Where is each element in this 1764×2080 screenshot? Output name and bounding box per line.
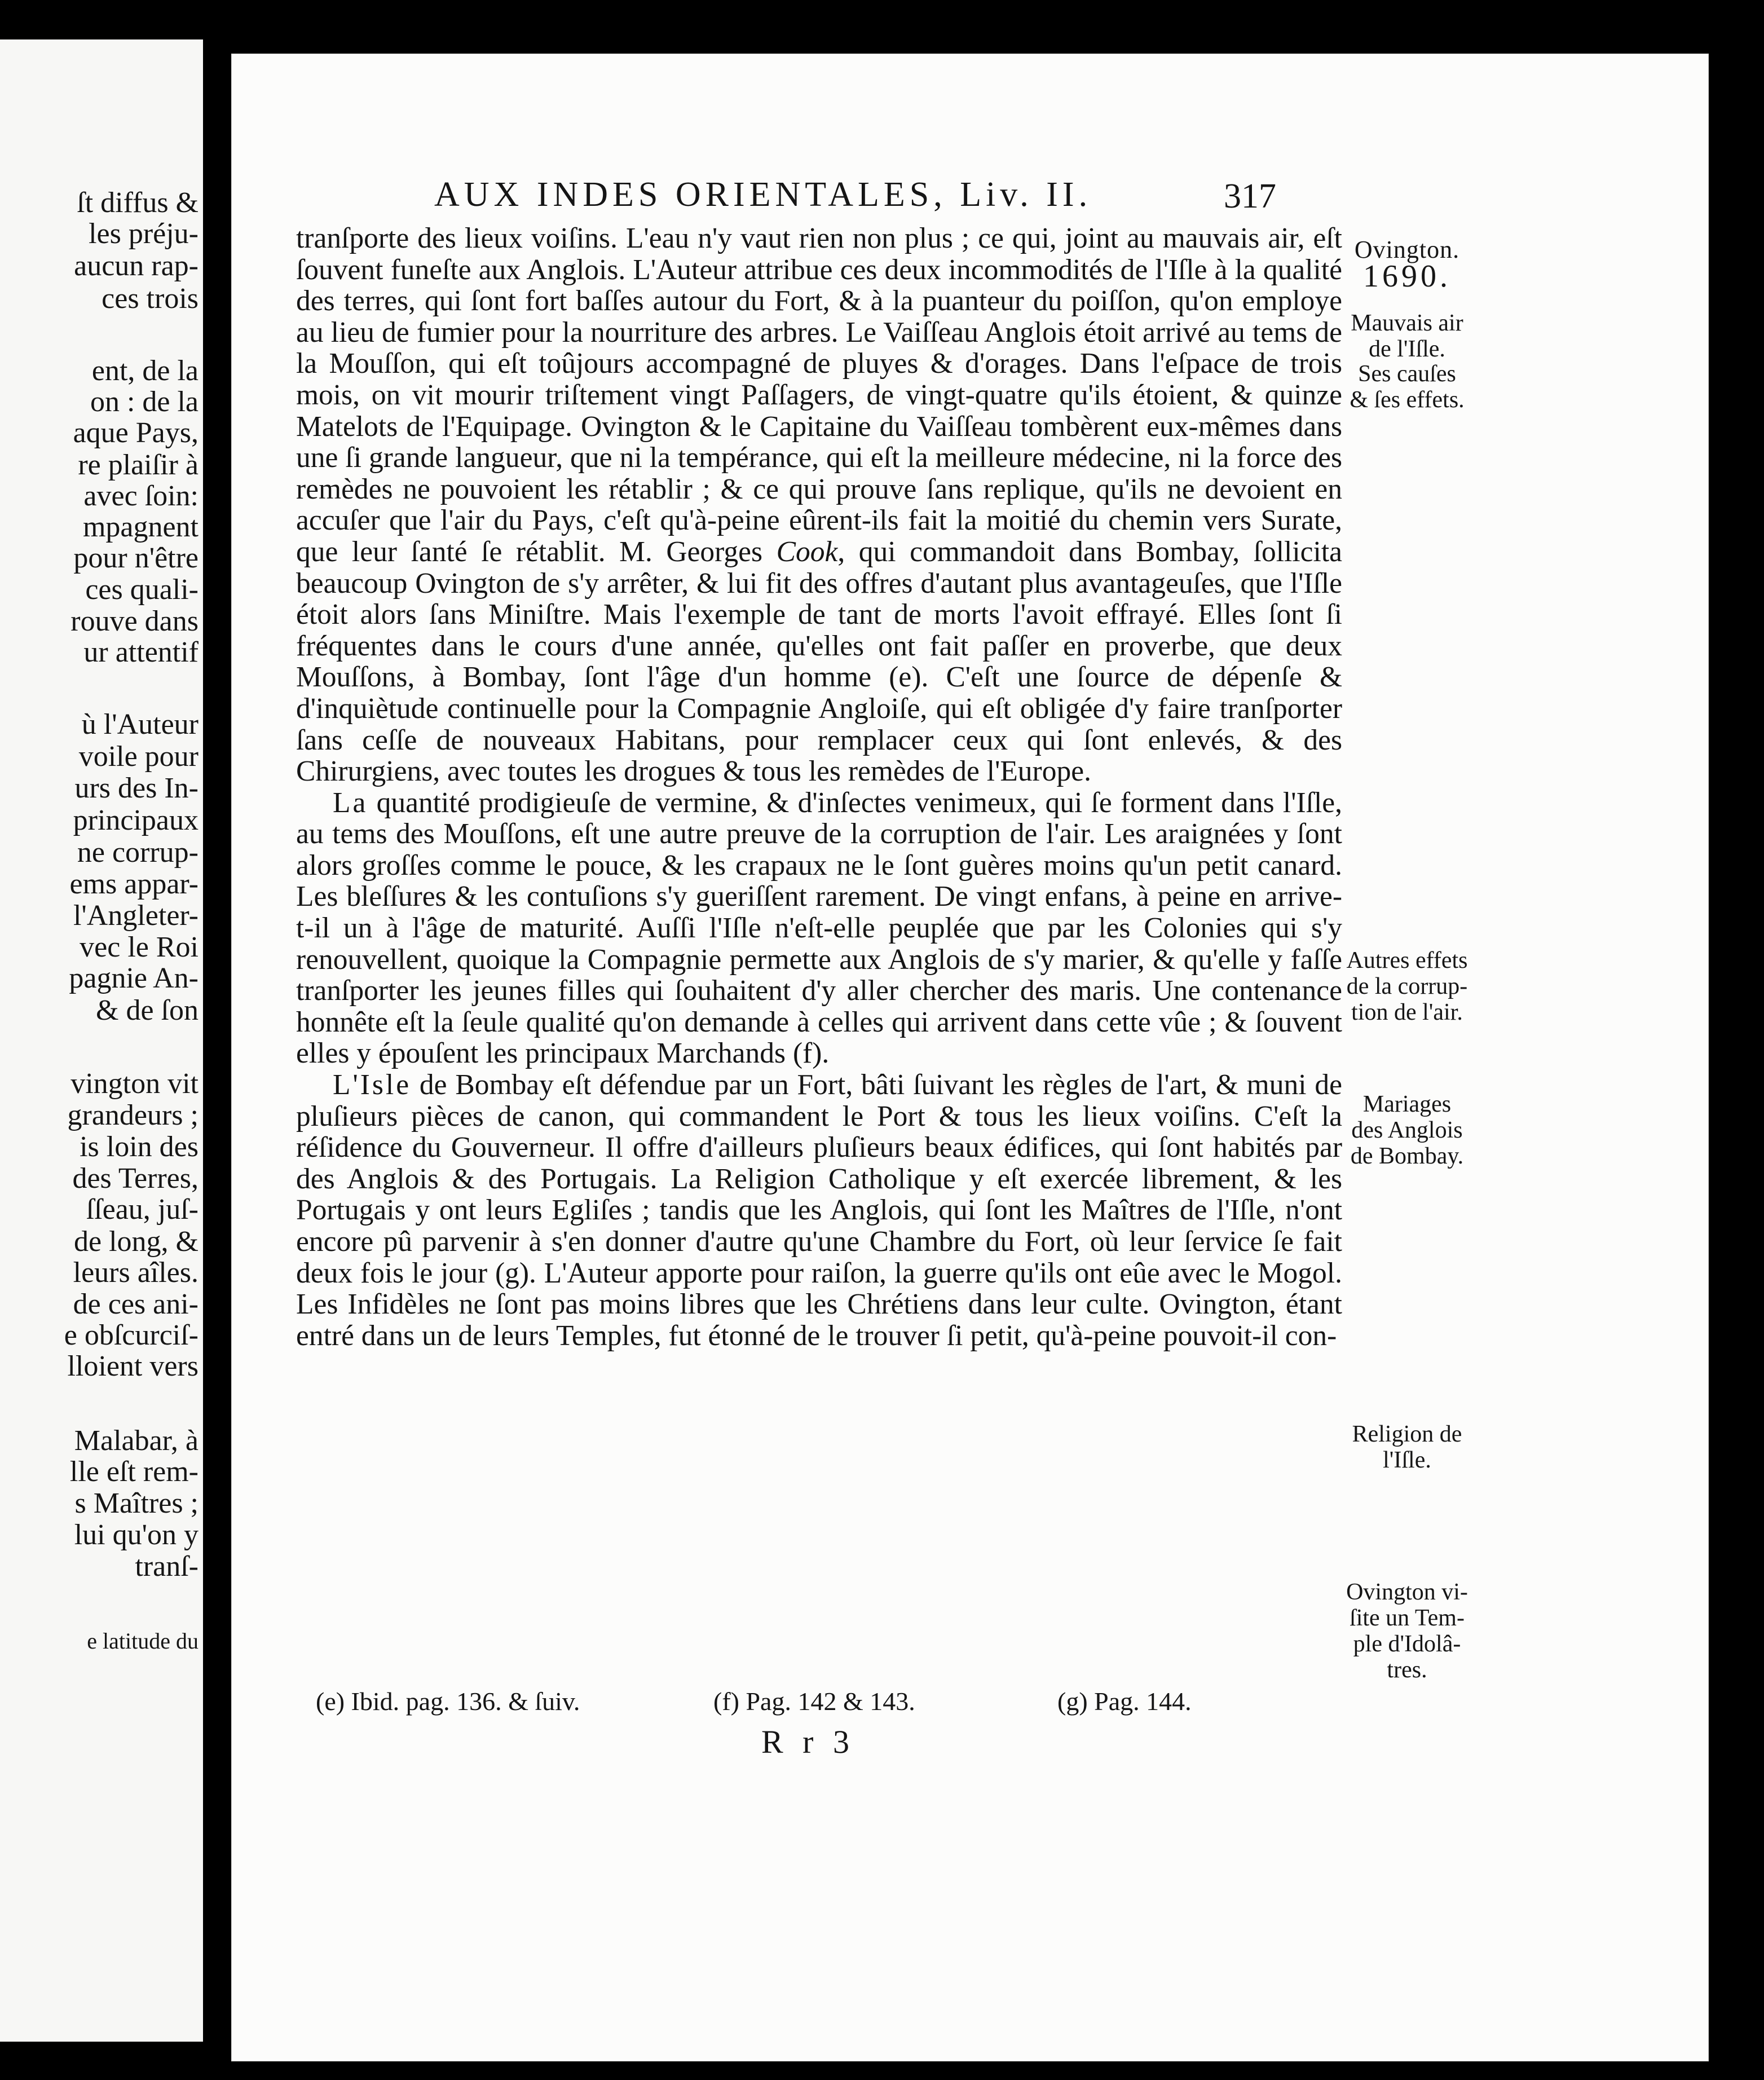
previous-page-line: vington vit bbox=[70, 1068, 199, 1100]
footnote-e: (e) Ibid. pag. 136. & ſuiv. bbox=[316, 1687, 580, 1716]
paragraph-1 bbox=[296, 223, 1342, 787]
note-line: de l'Iſle. bbox=[1369, 336, 1445, 362]
previous-page-line: des Terres, bbox=[72, 1162, 199, 1195]
previous-page-line: rouve dans bbox=[70, 605, 199, 637]
note-line: Ses cauſes bbox=[1358, 361, 1456, 387]
paragraph-3 bbox=[296, 1069, 1342, 1351]
paragraph-2 bbox=[296, 787, 1342, 1069]
margin-note-year: 1690. bbox=[1363, 259, 1451, 294]
note-line: tion de l'air. bbox=[1351, 999, 1463, 1025]
book-page bbox=[231, 54, 1709, 2061]
paragraph-1-rest: , qui commandoit dans Bombay, ſollicita beaucoup Ovington de s'y arrêter, & lui fit des offres d'autant plus avantageuſes, que l'Iſle étoit alors ſans Miniſtre. Mais l'exemple de tant de morts l'avoit effrayé. Elles ſont ſi fréquentes dans le cours d'une année, qu'elles ont fait paſſer en proverbe, que deux Mouſſons, à Bombay, ſont l'âge d'un homme (e). C'eſt une ſource de dépenſe & d'inquiètude continuelle pour la Compagnie Angloiſe, qui eſt obligée d'y faire tranſporter ſans ceſſe de nouveaux Habitans, pour remplacer ceux qui ſont enlevés, & des Chirurgiens, avec toutes les drogues & tous les remèdes de l'Europe. bbox=[296, 535, 1342, 788]
previous-page-line: lui qu'on y bbox=[74, 1519, 199, 1551]
note-line: des Anglois bbox=[1351, 1117, 1463, 1143]
body-text bbox=[296, 223, 1342, 1351]
previous-page-line: urs des In- bbox=[74, 772, 199, 804]
previous-page-line: e latitude du bbox=[87, 1628, 199, 1654]
margin-note-religion bbox=[1334, 1421, 1480, 1473]
margin-note-autres-effets bbox=[1334, 948, 1480, 1025]
note-line: de Bombay. bbox=[1350, 1143, 1464, 1169]
note-line: Mauvais air bbox=[1351, 310, 1463, 336]
previous-page-line: les préju- bbox=[89, 218, 199, 250]
note-line: ſite un Tem- bbox=[1350, 1605, 1465, 1631]
page-number: 317 bbox=[1224, 177, 1276, 215]
margin-note-causes bbox=[1334, 361, 1480, 413]
note-line: tres. bbox=[1387, 1657, 1427, 1683]
previous-page-line: aucun rap- bbox=[74, 250, 199, 282]
previous-page-line: de long, & bbox=[74, 1226, 199, 1258]
paragraph-3-lead: L'Isle bbox=[333, 1069, 412, 1101]
previous-page-line: on : de la bbox=[90, 386, 199, 418]
previous-page-line: e obſcurciſ- bbox=[64, 1319, 199, 1351]
previous-page-line: ne corrup- bbox=[77, 836, 199, 869]
previous-page-line: s Maîtres ; bbox=[74, 1487, 199, 1519]
previous-page-line: aque Pays, bbox=[73, 417, 199, 449]
previous-page-line: ù l'Auteur bbox=[81, 708, 199, 741]
previous-page-line: ent, de la bbox=[91, 355, 199, 387]
previous-page-line: leurs aîles. bbox=[73, 1257, 199, 1289]
margin-note-author: Ovington. bbox=[1354, 236, 1460, 263]
previous-page-line: vec le Roi bbox=[80, 931, 199, 963]
previous-page-line: ſt diffus & bbox=[77, 187, 199, 219]
previous-page-line: Malabar, à bbox=[74, 1425, 199, 1457]
margin-note-visite-temple bbox=[1334, 1579, 1480, 1683]
note-line: Autres effets bbox=[1346, 948, 1468, 973]
previous-page-line: grandeurs ; bbox=[67, 1099, 199, 1131]
previous-page-line: ſſeau, juſ- bbox=[86, 1193, 199, 1226]
previous-page-line: l'Angleter- bbox=[73, 900, 199, 932]
previous-page-line: lle eſt rem- bbox=[69, 1456, 199, 1488]
previous-page-line: tranſ- bbox=[135, 1550, 199, 1583]
note-line: & ſes effets. bbox=[1350, 387, 1465, 413]
note-line: Religion de bbox=[1352, 1421, 1462, 1447]
footnote-g: (g) Pag. 144. bbox=[1057, 1687, 1192, 1716]
footnote-f: (f) Pag. 142 & 143. bbox=[713, 1687, 915, 1716]
previous-page-line: pagnie An- bbox=[69, 962, 199, 994]
note-line: de la corrup- bbox=[1346, 973, 1468, 999]
paragraph-3-text: de Bombay eſt défendue par un Fort, bâti ſuivant les règles de l'art, & muni de pluſieurs pièces de canon, qui commandent le Port & tous les lieux voiſins. C'eſt la réſidence du Gouverneur. Il offre d'ailleurs pluſieurs beaux édifices, qui ſont habités par des Anglois & des Portugais. La Religion Catholique y eſt exercée librement, & les Portugais y ont leurs Egliſes ; tandis que les Anglois, qui ſont les Maîtres de l'Iſle, n'ont encore pû parvenir à s'en donner d'autre qu'une Chambre du Fort, où leur ſervice ſe fait deux fois le jour (g). L'Auteur apporte pour raiſon, la guerre qu'ils ont eûe avec le Mogol. Les Infidèles ne ſont pas moins libres que les Chrétiens dans leur culte. Ovington, étant entré dans un de leurs Temples, fut étonné de le trouver ſi petit, qu'à-peine pouvoit-il con- bbox=[296, 1069, 1342, 1352]
previous-page-line: ur attentif bbox=[83, 636, 199, 668]
paragraph-2-text: quantité prodigieuſe de vermine, & d'inſectes venimeux, qui ſe forment dans l'Iſle, au tems des Mouſſons, eſt une autre preuve de la corruption de l'air. Les araignées y ſont alors groſſes comme le pouce, & les crapaux ne le ſont guères moins qu'un petit canard. Les bleſſures & les contuſions s'y gueriſſent rarement. De vingt enfans, à peine en arrive-t-il un à l'âge de maturité. Auſſi l'Iſle n'eſt-elle peuplée que par les Colonies qui s'y renouvellent, quoique la Compagnie permette aux Anglois de s'y marier, & qu'elle y faſſe tranſporter les jeunes filles qui ſouhaitent d'y aller chercher des maris. Une contenance honnête eſt la ſeule qualité qu'on demande à celles qui arrivent dans cette vûe ; & ſouvent elles y épouſent les principaux Marchands (f). bbox=[296, 786, 1342, 1070]
previous-page-line: voile pour bbox=[78, 741, 199, 773]
previous-page-line: ems appar- bbox=[69, 868, 199, 900]
note-line: Mariages bbox=[1362, 1091, 1452, 1117]
previous-page-line: pour n'être bbox=[73, 542, 199, 574]
previous-page-line: mpagnent bbox=[82, 511, 199, 543]
previous-page-line: re plaiſir à bbox=[78, 449, 199, 481]
previous-page-line: lloient vers bbox=[67, 1350, 199, 1382]
margin-note-mauvais-air bbox=[1334, 310, 1480, 362]
previous-page-line: & de ſon bbox=[96, 994, 199, 1026]
previous-page-line: ces trois bbox=[102, 283, 199, 315]
running-title: AUX INDES ORIENTALES, Liv. II. bbox=[434, 175, 1092, 214]
margin-note-mariages bbox=[1334, 1091, 1480, 1169]
name-cook: Cook bbox=[776, 535, 838, 568]
previous-page-line: de ces ani- bbox=[73, 1288, 199, 1320]
note-line: l'Iſle. bbox=[1383, 1447, 1431, 1473]
previous-page-fragment bbox=[0, 39, 203, 2042]
previous-page-line: is loin des bbox=[80, 1131, 199, 1163]
note-line: ple d'Idolâ- bbox=[1353, 1631, 1461, 1657]
note-line: Ovington vi- bbox=[1346, 1579, 1468, 1605]
previous-page-line: principaux bbox=[73, 804, 199, 836]
paragraph-2-lead: La bbox=[333, 786, 368, 819]
paragraph-1-text: tranſporte des lieux voiſins. L'eau n'y vaut rien non plus ; ce qui, joint au mauvais air, eſt ſouvent funeſte aux Anglois. L'Auteur attribue ces deux incommodités de l'Iſle à la qualité des terres, qui ſont fort baſſes autour du Fort, & à la puanteur du poiſſon, qu'on employe au lieu de fumier pour la nourriture des arbres. Le Vaiſſeau Anglois étoit arrivé au tems de la Mouſſon, qui eſt toûjours accompagné de pluyes & d'orages. Dans l'eſpace de trois mois, on vit mourir triſtement vingt Paſſagers, de vingt-quatre qu'ils étoient, & quinze Matelots de l'Equipage. Ovington & le Capitaine du Vaiſſeau tombèrent eux-mêmes dans une ſi grande langueur, que ni la tempérance, qui eſt la meilleure médecine, ni la force des remèdes ne pouvoient les rétablir ; & ce qui prouve ſans replique, qu'ils ne devoient en accuſer que l'air du Pays, c'eſt qu'à-peine eûrent-ils fait la moitié du chemin vers Surate, que leur ſanté ſe rétablit. M. Georges bbox=[296, 222, 1342, 568]
previous-page-line: ces quali- bbox=[85, 574, 199, 606]
signature-mark: R r 3 bbox=[761, 1724, 855, 1760]
previous-page-line: avec ſoin: bbox=[83, 480, 199, 512]
